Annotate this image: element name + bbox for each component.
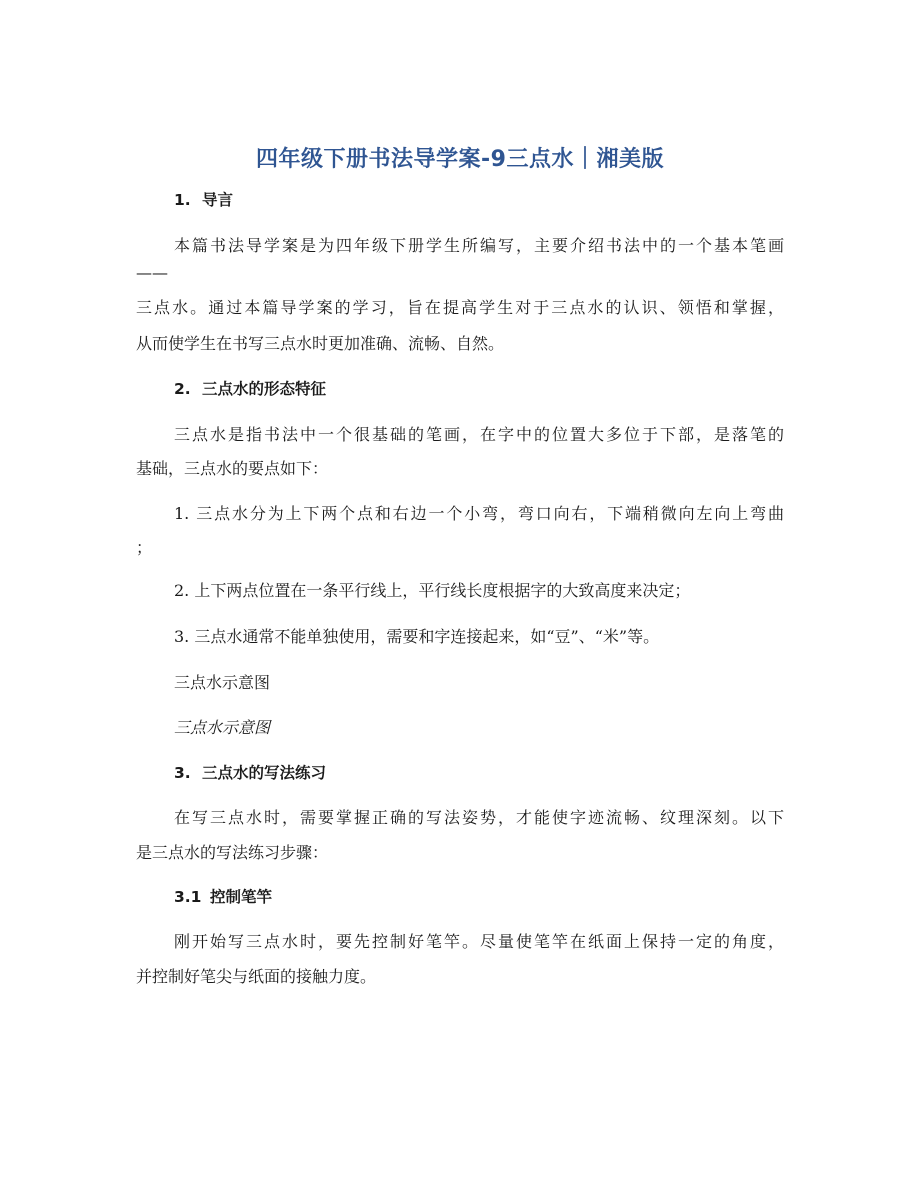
- section-2-list-item-1-line-2: ；: [136, 538, 153, 557]
- subsection-3-1-number: 3.1: [174, 888, 202, 906]
- section-3-title: 三点水的写法练习: [202, 764, 327, 782]
- subsection-3-1-paragraph-line-2: 并控制好笔尖与纸面的接触力度。: [136, 967, 377, 986]
- section-3-number: 3.: [174, 764, 191, 782]
- section-3-paragraph-line-1: 在写三点水时，需要掌握正确的写法姿势，才能使字迹流畅、纹理深刻。以下: [174, 808, 784, 827]
- section-1-paragraph-line-4: 从而使学生在书写三点水时更加准确、流畅、自然。: [136, 334, 505, 353]
- section-3-heading: [174, 763, 326, 783]
- section-3-paragraph-line-2: 是三点水的写法练习步骤：: [136, 843, 329, 862]
- section-1-paragraph-line-2: ——: [136, 263, 168, 282]
- section-1-heading: [174, 190, 233, 210]
- section-2-heading: [174, 379, 326, 399]
- subsection-3-1-paragraph-line-1: 刚开始写三点水时，要先控制好笔竿。尽量使笔竿在纸面上保持一定的角度，: [174, 932, 784, 951]
- section-2-list-item-1-line-1: 1. 三点水分为上下两个点和右边一个小弯，弯口向右，下端稍微向左向上弯曲: [174, 504, 784, 523]
- section-2-title: 三点水的形态特征: [202, 380, 327, 398]
- section-2-number: 2.: [174, 380, 191, 398]
- subsection-3-1-heading: [174, 887, 272, 907]
- document-title: 四年级下册书法导学案-9三点水｜湘美版: [256, 147, 664, 172]
- figure-label: 三点水示意图: [174, 673, 271, 692]
- section-2-list-item-2: 2. 上下两点位置在一条平行线上，平行线长度根据字的大致高度来决定；: [174, 581, 691, 600]
- figure-caption: 三点水示意图: [174, 718, 271, 737]
- section-1-paragraph-line-3: 三点水。通过本篇导学案的学习，旨在提高学生对于三点水的认识、领悟和掌握，: [136, 298, 784, 317]
- section-2-paragraph-line-1: 三点水是指书法中一个很基础的笔画，在字中的位置大多位于下部，是落笔的: [174, 425, 784, 444]
- section-2-paragraph-line-2: 基础，三点水的要点如下：: [136, 459, 329, 478]
- section-2-list-item-3: 3. 三点水通常不能单独使用，需要和字连接起来，如“豆”、“米”等。: [174, 627, 660, 646]
- section-1-paragraph-line-1: 本篇书法导学案是为四年级下册学生所编写，主要介绍书法中的一个基本笔画: [174, 236, 784, 255]
- section-1-title: 导言: [202, 191, 234, 209]
- subsection-3-1-title: 控制笔竿: [210, 888, 273, 906]
- section-1-number: 1.: [174, 191, 191, 209]
